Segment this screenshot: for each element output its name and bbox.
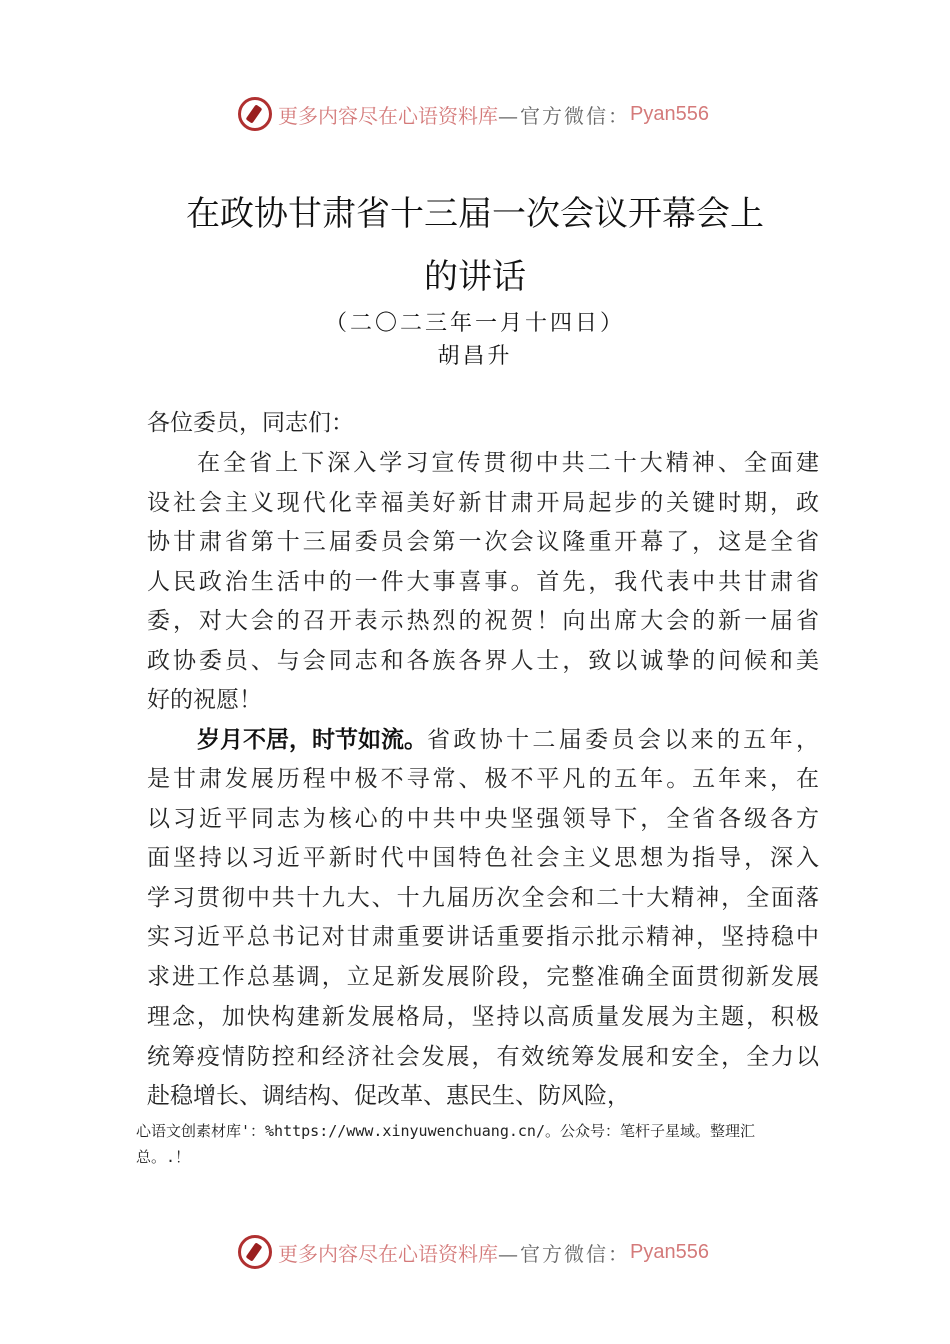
para2-line: 是甘肃发展历程中极不寻常、极不平凡的五年。五年来，在 bbox=[147, 766, 819, 792]
watermark-wechat-id: Pyan556 bbox=[630, 1240, 709, 1263]
source-note-line: 总。.！ bbox=[136, 1148, 191, 1166]
greeting: 各位委员，同志们： bbox=[147, 410, 354, 436]
watermark-wechat-label: —官方微信： bbox=[498, 103, 630, 128]
para2-line: 实习近平总书记对甘肃重要讲话重要指示批示精神，坚持稳中 bbox=[147, 924, 819, 950]
watermark-header bbox=[238, 96, 738, 132]
watermark-wechat-id: Pyan556 bbox=[630, 102, 709, 125]
source-note bbox=[136, 1118, 816, 1170]
speech-date: （二〇二三年一月十四日） bbox=[324, 311, 625, 336]
para2-first-line bbox=[197, 725, 819, 755]
para2-line: 赴稳增长、调结构、促改革、惠民生、防风险， bbox=[147, 1083, 630, 1109]
watermark-wechat-label: —官方微信： bbox=[498, 1241, 630, 1266]
para2-bold-lead: 岁月不居，时节如流。 bbox=[197, 726, 427, 753]
para1-line: 政协委员、与会同志和各族各界人士，致以诚挚的问候和美 bbox=[147, 648, 819, 674]
para1-line: 委，对大会的召开表示热烈的祝贺！向出席大会的新一届省 bbox=[147, 608, 819, 634]
para2-line: 求进工作总基调，立足新发展阶段，完整准确全面贯彻新发展 bbox=[147, 964, 819, 990]
title-line-1: 在政协甘肃省十三届一次会议开幕会上 bbox=[186, 194, 764, 234]
para1-line: 人民政治生活中的一件大事喜事。首先，我代表中共甘肃省 bbox=[147, 569, 819, 595]
title-line-2: 的讲话 bbox=[424, 257, 526, 297]
para1-line: 设社会主义现代化幸福美好新甘肃开局起步的关键时期，政 bbox=[147, 490, 819, 516]
source-note-line: 心语文创素材库'：%https://www.xinyuwenchuang.cn/。公众号：笔杆子星域。整理汇 bbox=[136, 1122, 755, 1140]
para1-line: 协甘肃省第十三届委员会第一次会议隆重开幕了，这是全省 bbox=[147, 529, 819, 555]
watermark-text: 更多内容尽在心语资料库 bbox=[278, 1241, 498, 1266]
speech-author: 胡昌升 bbox=[437, 344, 513, 369]
para1-line: 好的祝愿！ bbox=[147, 687, 262, 713]
para2-line: 以习近平同志为核心的中共中央坚强领导下，全省各级各方 bbox=[147, 806, 819, 832]
para2-line: 统筹疫情防控和经济社会发展，有效统筹发展和安全，全力以 bbox=[147, 1044, 819, 1070]
para2-line: 省政协十二届委员会以来的五年， bbox=[427, 727, 819, 753]
watermark-footer bbox=[238, 1234, 738, 1270]
para2-line: 理念，加快构建新发展格局，坚持以高质量发展为主题，积极 bbox=[147, 1004, 819, 1030]
watermark-text: 更多内容尽在心语资料库 bbox=[278, 103, 498, 128]
para2-line: 学习贯彻中共十九大、十九届历次全会和二十大精神，全面落 bbox=[147, 885, 819, 911]
pen-logo-icon bbox=[238, 1235, 272, 1269]
pen-logo-icon bbox=[238, 97, 272, 131]
para1-line: 在全省上下深入学习宣传贯彻中共二十大精神、全面建 bbox=[197, 450, 819, 476]
para2-line: 面坚持以习近平新时代中国特色社会主义思想为指导，深入 bbox=[147, 845, 819, 871]
